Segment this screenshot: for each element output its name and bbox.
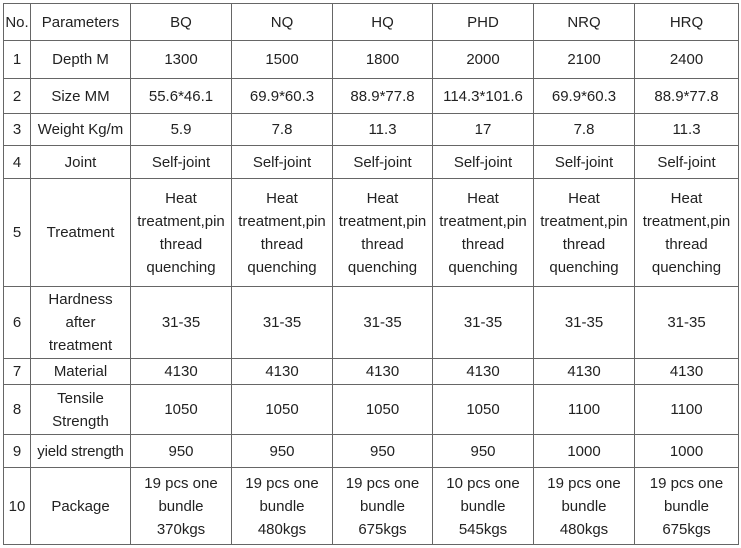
cell-nq: 19 pcs one bundle 480kgs xyxy=(232,468,333,545)
cell-nq: 1500 xyxy=(232,41,333,79)
cell-bq: Heat treatment,pin thread quenching xyxy=(131,179,232,287)
table-row xyxy=(4,114,739,146)
row-number: 1 xyxy=(4,41,31,79)
cell-hrq: Heat treatment,pin thread quenching xyxy=(635,179,739,287)
cell-nrq: 69.9*60.3 xyxy=(534,79,635,114)
cell-nrq: 2100 xyxy=(534,41,635,79)
row-parameter: Joint xyxy=(31,146,131,179)
cell-nrq: 19 pcs one bundle 480kgs xyxy=(534,468,635,545)
row-number: 8 xyxy=(4,385,31,435)
cell-hq: 1800 xyxy=(333,41,433,79)
row-parameter: Package xyxy=(31,468,131,545)
row-parameter: Depth M xyxy=(31,41,131,79)
cell-hrq: 1100 xyxy=(635,385,739,435)
cell-nq: 31-35 xyxy=(232,287,333,359)
header-hq: HQ xyxy=(333,4,433,41)
table-row xyxy=(4,179,739,287)
cell-phd: Self-joint xyxy=(433,146,534,179)
row-parameter: Size MM xyxy=(31,79,131,114)
cell-nrq: 1000 xyxy=(534,435,635,468)
cell-hq: 19 pcs one bundle 675kgs xyxy=(333,468,433,545)
cell-hrq: Self-joint xyxy=(635,146,739,179)
cell-bq: 5.9 xyxy=(131,114,232,146)
cell-phd: 31-35 xyxy=(433,287,534,359)
row-number: 10 xyxy=(4,468,31,545)
cell-phd: 114.3*101.6 xyxy=(433,79,534,114)
cell-phd: 1050 xyxy=(433,385,534,435)
cell-hrq: 88.9*77.8 xyxy=(635,79,739,114)
cell-nq: 4130 xyxy=(232,359,333,385)
cell-hq: Heat treatment,pin thread quenching xyxy=(333,179,433,287)
table-row xyxy=(4,435,739,468)
row-parameter: yield strength xyxy=(31,435,131,468)
table-row xyxy=(4,287,739,359)
cell-phd: 2000 xyxy=(433,41,534,79)
cell-phd: 10 pcs one bundle 545kgs xyxy=(433,468,534,545)
cell-bq: Self-joint xyxy=(131,146,232,179)
cell-nrq: 31-35 xyxy=(534,287,635,359)
cell-hq: 31-35 xyxy=(333,287,433,359)
row-number: 7 xyxy=(4,359,31,385)
cell-nrq: Heat treatment,pin thread quenching xyxy=(534,179,635,287)
header-parameters: Parameters xyxy=(31,4,131,41)
cell-hrq: 19 pcs one bundle 675kgs xyxy=(635,468,739,545)
cell-nrq: 7.8 xyxy=(534,114,635,146)
table-row xyxy=(4,359,739,385)
cell-hq: 1050 xyxy=(333,385,433,435)
cell-nq: 7.8 xyxy=(232,114,333,146)
table-row xyxy=(4,385,739,435)
cell-nrq: 1100 xyxy=(534,385,635,435)
row-number: 4 xyxy=(4,146,31,179)
cell-nq: 69.9*60.3 xyxy=(232,79,333,114)
cell-hrq: 31-35 xyxy=(635,287,739,359)
cell-phd: 950 xyxy=(433,435,534,468)
cell-nrq: 4130 xyxy=(534,359,635,385)
cell-bq: 4130 xyxy=(131,359,232,385)
cell-nrq: Self-joint xyxy=(534,146,635,179)
row-number: 5 xyxy=(4,179,31,287)
cell-phd: 17 xyxy=(433,114,534,146)
header-nrq: NRQ xyxy=(534,4,635,41)
header-hrq: HRQ xyxy=(635,4,739,41)
cell-hrq: 4130 xyxy=(635,359,739,385)
cell-hq: 11.3 xyxy=(333,114,433,146)
cell-nq: 1050 xyxy=(232,385,333,435)
spec-table xyxy=(3,3,739,545)
cell-bq: 31-35 xyxy=(131,287,232,359)
row-parameter: Treatment xyxy=(31,179,131,287)
cell-bq: 1300 xyxy=(131,41,232,79)
cell-hq: 88.9*77.8 xyxy=(333,79,433,114)
cell-nq: 950 xyxy=(232,435,333,468)
header-nq: NQ xyxy=(232,4,333,41)
row-number: 3 xyxy=(4,114,31,146)
row-parameter: Hardness after treatment xyxy=(31,287,131,359)
cell-bq: 950 xyxy=(131,435,232,468)
table-row xyxy=(4,79,739,114)
cell-bq: 55.6*46.1 xyxy=(131,79,232,114)
cell-hq: Self-joint xyxy=(333,146,433,179)
table-row xyxy=(4,41,739,79)
header-no: No. xyxy=(4,4,31,41)
cell-nq: Self-joint xyxy=(232,146,333,179)
cell-hrq: 2400 xyxy=(635,41,739,79)
cell-hq: 950 xyxy=(333,435,433,468)
cell-bq: 1050 xyxy=(131,385,232,435)
header-phd: PHD xyxy=(433,4,534,41)
cell-bq: 19 pcs one bundle 370kgs xyxy=(131,468,232,545)
cell-phd: 4130 xyxy=(433,359,534,385)
header-row xyxy=(4,4,739,41)
cell-phd: Heat treatment,pin thread quenching xyxy=(433,179,534,287)
row-parameter: Weight Kg/m xyxy=(31,114,131,146)
cell-hrq: 1000 xyxy=(635,435,739,468)
row-number: 6 xyxy=(4,287,31,359)
cell-hq: 4130 xyxy=(333,359,433,385)
cell-hrq: 11.3 xyxy=(635,114,739,146)
table-row xyxy=(4,146,739,179)
header-bq: BQ xyxy=(131,4,232,41)
cell-nq: Heat treatment,pin thread quenching xyxy=(232,179,333,287)
row-number: 2 xyxy=(4,79,31,114)
row-parameter: Tensile Strength xyxy=(31,385,131,435)
table-row xyxy=(4,468,739,545)
row-number: 9 xyxy=(4,435,31,468)
row-parameter: Material xyxy=(31,359,131,385)
